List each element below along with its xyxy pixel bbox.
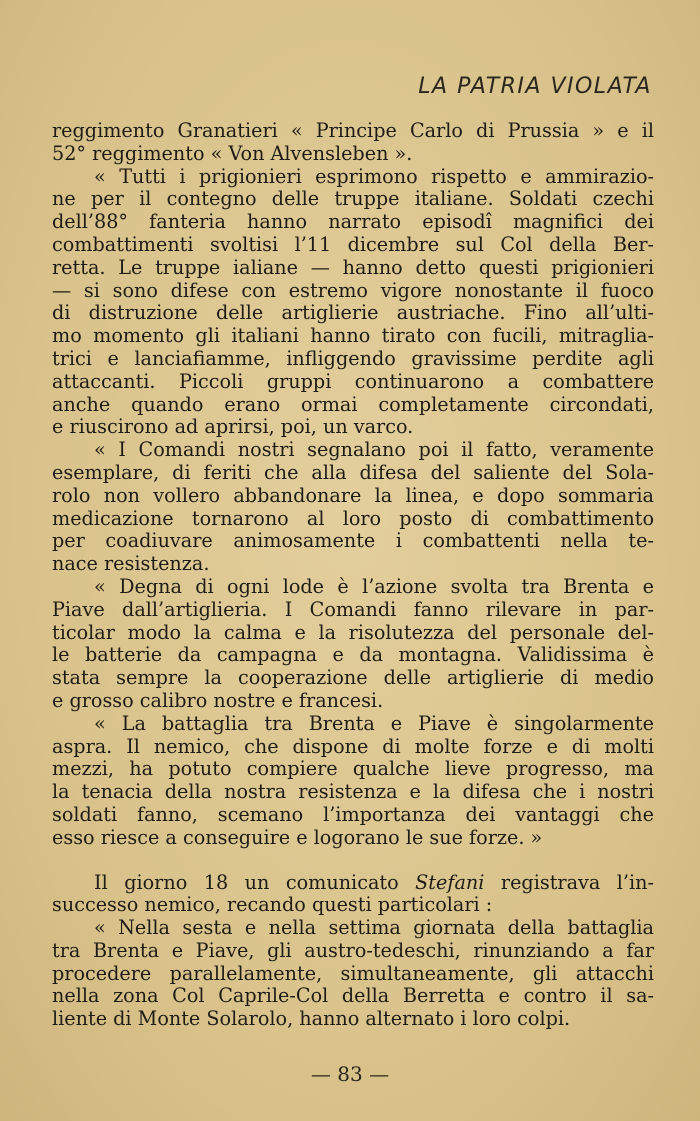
paragraph: [52, 713, 654, 850]
text-line: successo nemico, recando questi particolari :: [52, 893, 493, 917]
text-line: esemplare, di feriti che alla difesa del saliente del Sola-: [52, 460, 654, 484]
text-line: mezzi, ha potuto compiere qualche lieve progresso, ma: [52, 757, 654, 781]
text-line: tra Brenta e Piave, gli austro-tedeschi, rinunziando a far: [52, 938, 654, 962]
text-line: « Degna di ogni lode è l’azione svolta tra Brenta e: [94, 574, 654, 598]
text-line: procedere parallelamente, simultaneamente, gli attacchi: [52, 961, 654, 985]
text-line: anche quando erano ormai completamente circondati,: [52, 392, 654, 416]
text-line: Piave dall’artiglieria. I Comandi fanno rilevare in par-: [52, 597, 654, 621]
text-line: 52° reggimento « Von Alvensleben ».: [52, 141, 413, 165]
text-line: « La battaglia tra Brenta e Piave è singolarmente: [94, 711, 654, 735]
text-line: retta. Le truppe ialiane — hanno detto questi prigionieri: [52, 255, 654, 279]
running-title: LA PATRIA VIOLATA: [418, 74, 652, 99]
text-line: medicazione tornarono al loro posto di combattimento: [52, 506, 654, 530]
text-line: mo momento gli italiani hanno tirato con fucili, mitraglia-: [52, 324, 654, 348]
text-line: nella zona Col Caprile-Col della Berretta e contro il sa-: [52, 984, 654, 1008]
paragraph-gap: [52, 850, 654, 872]
italic-source-name: Stefani: [415, 870, 485, 894]
text-line: « Nella sesta e nella settima giornata della battaglia: [94, 916, 654, 940]
text-line: combattimenti svoltisi l’11 dicembre sul Col della Ber-: [52, 232, 654, 256]
text-line: dell’88° fanteria hanno narrato episodî magnifici dei: [52, 210, 654, 234]
paragraph: [52, 120, 654, 166]
text-line: nace resistenza.: [52, 552, 210, 576]
page-number: — 83 —: [310, 1062, 390, 1086]
text-line: « I Comandi nostri segnalano poi il fatto, veramente: [94, 438, 654, 462]
text-line: attaccanti. Piccoli gruppi continuarono a combattere: [52, 369, 654, 393]
paragraph: [52, 439, 654, 576]
text-fragment: registrava l’in-: [500, 870, 655, 894]
text-line: rolo non vollero abbandonare la linea, e dopo sommaria: [52, 483, 654, 507]
text-line: ne per il contegno delle truppe italiane. Soldati czechi: [52, 187, 654, 211]
text-line: stata sempre la cooperazione delle artiglierie di medio: [52, 666, 654, 690]
text-line: [52, 872, 654, 895]
text-line: esso riesce a conseguire e logorano le sue forze. »: [52, 825, 543, 849]
paragraph: [52, 166, 654, 440]
text-line: ticolar modo la calma e la risolutezza del personale del-: [52, 620, 654, 644]
text-line: di distruzione delle artiglierie austriache. Fino all’ulti-: [52, 301, 654, 325]
text-line: aspra. Il nemico, che dispone di molte forze e di molti: [52, 734, 654, 758]
paragraph: [52, 576, 654, 713]
text-line: reggimento Granatieri « Principe Carlo di Prussia » e il: [52, 119, 654, 142]
text-line: le batterie da campagna e da montagna. Validissima è: [52, 643, 654, 667]
text-line: e grosso calibro nostre e francesi.: [52, 688, 384, 712]
text-line: « Tutti i prigionieri esprimono rispetto e ammirazio-: [94, 164, 654, 188]
body-text: [52, 120, 654, 1031]
text-line: e riuscirono ad aprirsi, poi, un varco.: [52, 415, 414, 439]
text-line: — si sono difese con estremo vigore nonostante il fuoco: [52, 278, 654, 302]
text-line: trici e lanciafiamme, infliggendo gravissime perdite agli: [52, 346, 654, 370]
paragraph: [52, 917, 654, 1031]
text-fragment: Il giorno 18 un comunicato: [94, 870, 399, 894]
paragraph: [52, 872, 654, 918]
text-line: per coadiuvare animosamente i combattenti nella te-: [52, 529, 654, 553]
text-line: la tenacia della nostra resistenza e la difesa che i nostri: [52, 780, 654, 804]
text-line: liente di Monte Solarolo, hanno alternato i loro colpi.: [52, 1007, 571, 1031]
text-line: soldati fanno, scemano l’importanza dei vantaggi che: [52, 802, 654, 826]
